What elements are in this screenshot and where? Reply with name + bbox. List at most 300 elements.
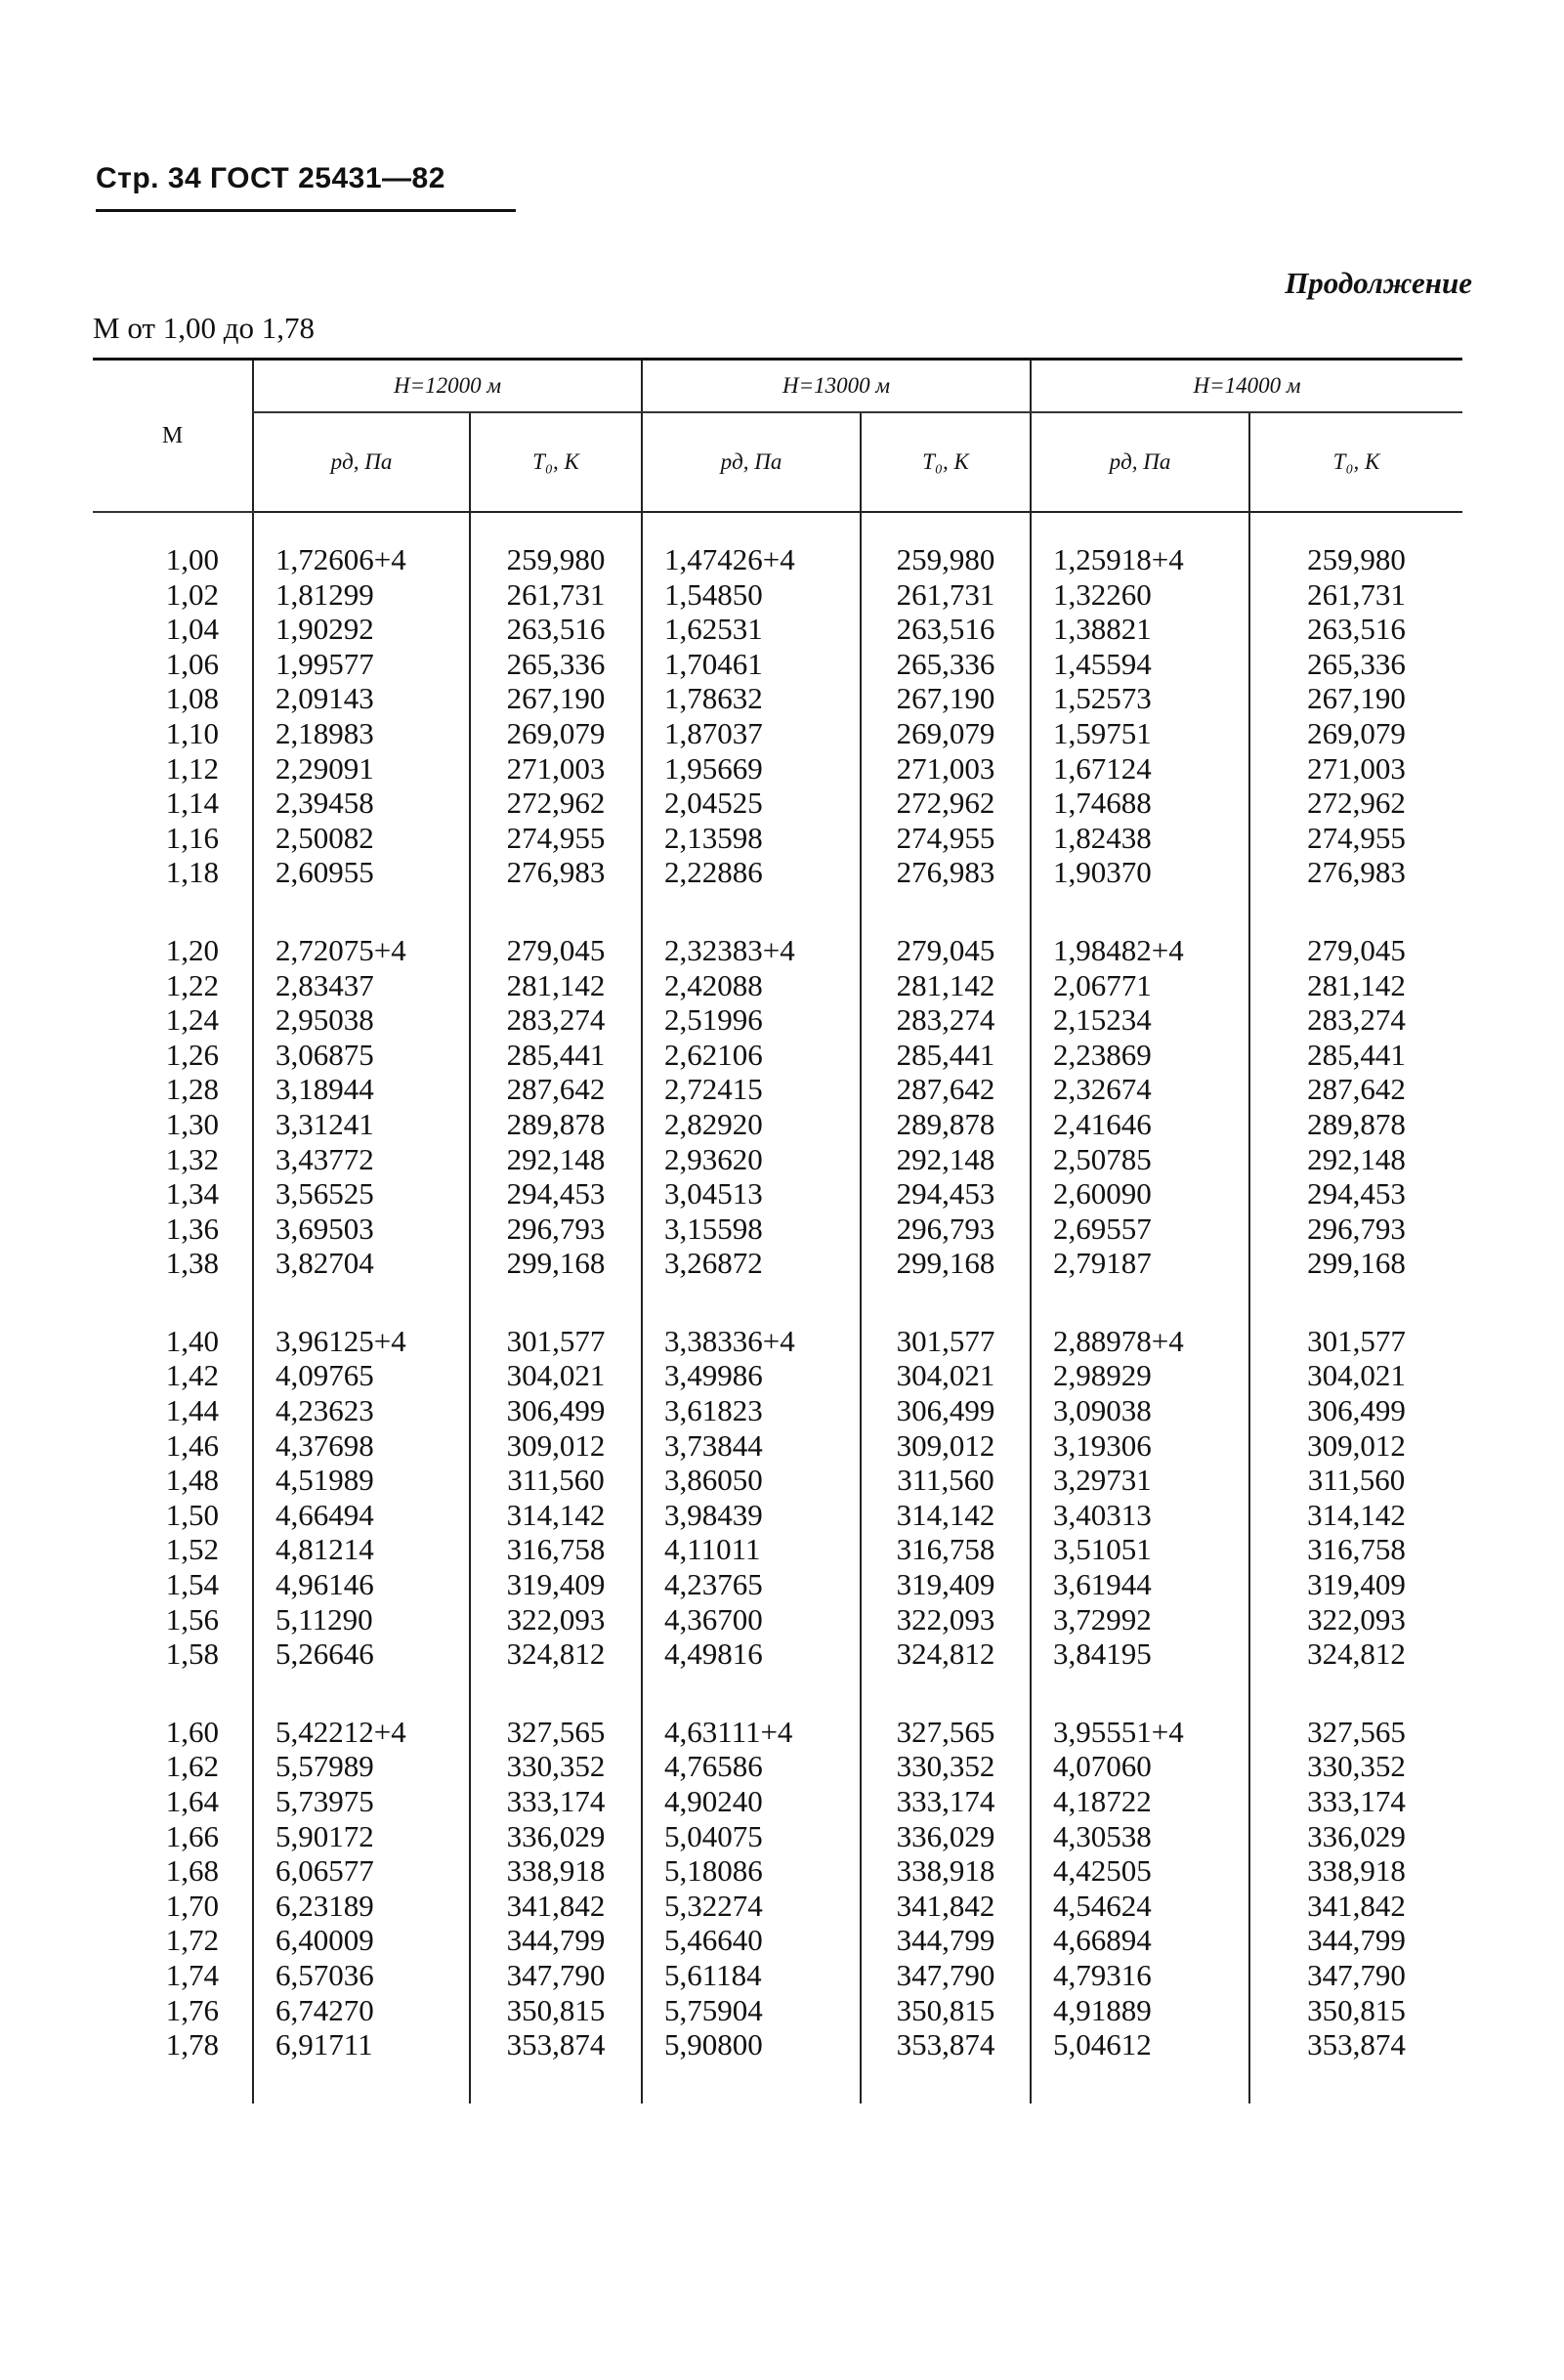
pressure-14000-cell: 4,30538	[1031, 1819, 1249, 1854]
pressure-14000-cell: 2,69557	[1031, 1211, 1249, 1247]
temperature-14000-cell: 263,516	[1249, 612, 1462, 647]
pressure-13000-cell: 1,87037	[642, 716, 861, 751]
table-row	[93, 1246, 1462, 1281]
temperature-12000-cell: 353,874	[470, 2027, 642, 2062]
data-table	[93, 358, 1462, 2104]
pressure-12000-cell: 2,29091	[253, 751, 470, 786]
temperature-12000-cell: 299,168	[470, 1246, 642, 1281]
mach-cell: 1,76	[165, 1992, 219, 2027]
spacer-cell	[861, 890, 1031, 933]
spacer-cell	[1249, 2062, 1462, 2104]
table-row	[93, 1428, 1462, 1464]
pressure-14000-cell: 2,15234	[1031, 1002, 1249, 1038]
pressure-12000-cell: 5,42212+4	[253, 1715, 470, 1750]
pressure-header-14000: pд, Па	[1031, 412, 1249, 512]
mach-cell: 1,78	[165, 2027, 219, 2062]
temperature-13000-cell: 299,168	[861, 1246, 1031, 1281]
group-spacer	[93, 1672, 1462, 1715]
temperature-13000-cell: 327,565	[861, 1715, 1031, 1750]
pressure-13000-cell: 2,51996	[642, 1002, 861, 1038]
temperature-14000-cell: 292,148	[1249, 1142, 1462, 1177]
temperature-13000-cell: 267,190	[861, 681, 1031, 716]
pressure-12000-cell: 4,37698	[253, 1428, 470, 1464]
pressure-12000-cell: 6,57036	[253, 1958, 470, 1993]
pressure-14000-cell: 1,38821	[1031, 612, 1249, 647]
temperature-14000-cell: 267,190	[1249, 681, 1462, 716]
pressure-13000-cell: 3,86050	[642, 1463, 861, 1498]
mach-cell: 1,10	[165, 715, 219, 750]
spacer-cell	[253, 2062, 470, 2104]
table-row	[93, 1532, 1462, 1567]
pressure-12000-cell: 2,50082	[253, 821, 470, 856]
temperature-13000-cell: 259,980	[861, 542, 1031, 577]
pressure-13000-cell: 4,36700	[642, 1602, 861, 1637]
pressure-13000-cell: 2,13598	[642, 821, 861, 856]
pressure-header-13000: pд, Па	[642, 412, 861, 512]
table-row	[93, 1463, 1462, 1498]
spacer-cell	[1031, 1672, 1249, 1715]
temperature-13000-cell: 287,642	[861, 1072, 1031, 1107]
pressure-12000-cell: 2,60955	[253, 855, 470, 890]
temperature-12000-cell: 338,918	[470, 1853, 642, 1889]
spacer-cell	[861, 512, 1031, 542]
temperature-header-13000: T₀, K	[861, 412, 1031, 512]
mach-cell: 1,02	[165, 576, 219, 612]
pressure-14000-cell: 2,98929	[1031, 1358, 1249, 1393]
pressure-12000-cell: 5,73975	[253, 1784, 470, 1819]
spacer-cell	[1031, 1281, 1249, 1324]
spacer-cell	[1249, 1281, 1462, 1324]
pressure-14000-cell: 4,07060	[1031, 1749, 1249, 1784]
pressure-14000-cell: 1,90370	[1031, 855, 1249, 890]
pressure-14000-cell: 1,59751	[1031, 716, 1249, 751]
pressure-12000-cell: 1,90292	[253, 612, 470, 647]
m-column-header: М	[93, 360, 253, 513]
spacer-cell	[1249, 1672, 1462, 1715]
pressure-header-12000: pд, Па	[253, 412, 470, 512]
temperature-13000-cell: 350,815	[861, 1993, 1031, 2028]
mach-cell: 1,30	[165, 1106, 219, 1141]
pressure-14000-cell: 1,82438	[1031, 821, 1249, 856]
temperature-14000-cell: 285,441	[1249, 1038, 1462, 1073]
temperature-12000-cell: 314,142	[470, 1498, 642, 1533]
pressure-12000-cell: 5,11290	[253, 1602, 470, 1637]
temperature-12000-cell: 287,642	[470, 1072, 642, 1107]
mach-cell: 1,26	[165, 1037, 219, 1072]
pressure-13000-cell: 4,11011	[642, 1532, 861, 1567]
temperature-13000-cell: 319,409	[861, 1567, 1031, 1602]
table-row	[93, 1211, 1462, 1247]
page-header: Стр. 34 ГОСТ 25431—82	[96, 162, 445, 194]
group-spacer	[93, 2062, 1462, 2104]
temperature-14000-cell: 336,029	[1249, 1819, 1462, 1854]
pressure-13000-cell: 2,93620	[642, 1142, 861, 1177]
pressure-13000-cell: 5,46640	[642, 1923, 861, 1958]
table-row	[93, 1749, 1462, 1784]
mach-cell: 1,48	[165, 1463, 219, 1498]
pressure-13000-cell: 3,61823	[642, 1393, 861, 1428]
temperature-13000-cell: 322,093	[861, 1602, 1031, 1637]
temperature-13000-cell: 265,336	[861, 647, 1031, 682]
mach-cell: 1,38	[165, 1246, 219, 1281]
spacer-cell	[253, 1281, 470, 1324]
temperature-12000-cell: 261,731	[470, 577, 642, 613]
pressure-12000-cell: 5,26646	[253, 1636, 470, 1672]
altitude-header-13000: H=13000 м	[642, 360, 1031, 413]
spacer-cell	[93, 512, 253, 542]
table-row	[93, 1324, 1462, 1359]
spacer-cell	[861, 2062, 1031, 2104]
pressure-12000-cell: 6,74270	[253, 1993, 470, 2028]
pressure-13000-cell: 4,90240	[642, 1784, 861, 1819]
temperature-12000-cell: 285,441	[470, 1038, 642, 1073]
table-row	[93, 786, 1462, 821]
pressure-12000-cell: 3,18944	[253, 1072, 470, 1107]
temperature-12000-cell: 294,453	[470, 1176, 642, 1211]
spacer-cell	[861, 1281, 1031, 1324]
spacer-cell	[93, 1672, 253, 1715]
temperature-13000-cell: 296,793	[861, 1211, 1031, 1247]
pressure-12000-cell: 3,96125+4	[253, 1324, 470, 1359]
pressure-12000-cell: 3,31241	[253, 1107, 470, 1142]
spacer-cell	[642, 2062, 861, 2104]
temperature-12000-cell: 341,842	[470, 1889, 642, 1924]
mach-cell: 1,56	[165, 1601, 219, 1636]
mach-cell: 1,62	[165, 1749, 219, 1784]
temperature-12000-cell: 333,174	[470, 1784, 642, 1819]
spacer-cell	[253, 890, 470, 933]
pressure-14000-cell: 3,95551+4	[1031, 1715, 1249, 1750]
spacer-cell	[253, 1672, 470, 1715]
temperature-12000-cell: 344,799	[470, 1923, 642, 1958]
pressure-13000-cell: 1,54850	[642, 577, 861, 613]
pressure-13000-cell: 1,47426+4	[642, 542, 861, 577]
temperature-14000-cell: 324,812	[1249, 1636, 1462, 1672]
pressure-14000-cell: 3,29731	[1031, 1463, 1249, 1498]
pressure-13000-cell: 3,98439	[642, 1498, 861, 1533]
temperature-13000-cell: 261,731	[861, 577, 1031, 613]
temperature-14000-cell: 338,918	[1249, 1853, 1462, 1889]
temperature-14000-cell: 269,079	[1249, 716, 1462, 751]
table-row	[93, 1636, 1462, 1672]
pressure-13000-cell: 4,23765	[642, 1567, 861, 1602]
temperature-12000-cell: 296,793	[470, 1211, 642, 1247]
mach-cell: 1,12	[165, 750, 219, 786]
spacer-cell	[642, 1672, 861, 1715]
mach-cell: 1,34	[165, 1176, 219, 1211]
temperature-12000-cell: 283,274	[470, 1002, 642, 1038]
spacer-cell	[1249, 890, 1462, 933]
temperature-12000-cell: 274,955	[470, 821, 642, 856]
pressure-12000-cell: 1,72606+4	[253, 542, 470, 577]
temperature-13000-cell: 285,441	[861, 1038, 1031, 1073]
table-row	[93, 1853, 1462, 1889]
table-row	[93, 1498, 1462, 1533]
table-row	[93, 647, 1462, 682]
mach-cell: 1,24	[165, 1002, 219, 1038]
table-row	[93, 1002, 1462, 1038]
pressure-14000-cell: 3,72992	[1031, 1602, 1249, 1637]
temperature-header-14000: T₀, K	[1249, 412, 1462, 512]
pressure-13000-cell: 4,49816	[642, 1636, 861, 1672]
temperature-12000-cell: 327,565	[470, 1715, 642, 1750]
pressure-14000-cell: 2,79187	[1031, 1246, 1249, 1281]
temperature-14000-cell: 289,878	[1249, 1107, 1462, 1142]
pressure-14000-cell: 1,45594	[1031, 647, 1249, 682]
temperature-12000-cell: 306,499	[470, 1393, 642, 1428]
pressure-14000-cell: 2,50785	[1031, 1142, 1249, 1177]
pressure-13000-cell: 1,70461	[642, 647, 861, 682]
temperature-13000-cell: 271,003	[861, 751, 1031, 786]
spacer-cell	[1031, 890, 1249, 933]
table-row	[93, 2027, 1462, 2062]
mach-cell: 1,70	[165, 1888, 219, 1923]
pressure-12000-cell: 3,56525	[253, 1176, 470, 1211]
temperature-14000-cell: 322,093	[1249, 1602, 1462, 1637]
temperature-12000-cell: 265,336	[470, 647, 642, 682]
spacer-cell	[93, 890, 253, 933]
pressure-14000-cell: 3,40313	[1031, 1498, 1249, 1533]
pressure-14000-cell: 4,66894	[1031, 1923, 1249, 1958]
pressure-13000-cell: 5,75904	[642, 1993, 861, 2028]
table-row	[93, 612, 1462, 647]
table-row	[93, 1715, 1462, 1750]
pressure-14000-cell: 2,41646	[1031, 1107, 1249, 1142]
mach-cell: 1,50	[165, 1497, 219, 1532]
temperature-14000-cell: 261,731	[1249, 577, 1462, 613]
pressure-14000-cell: 2,88978+4	[1031, 1324, 1249, 1359]
pressure-14000-cell: 1,32260	[1031, 577, 1249, 613]
table-row	[93, 1038, 1462, 1073]
temperature-12000-cell: 292,148	[470, 1142, 642, 1177]
temperature-13000-cell: 263,516	[861, 612, 1031, 647]
pressure-13000-cell: 2,22886	[642, 855, 861, 890]
temperature-14000-cell: 287,642	[1249, 1072, 1462, 1107]
temperature-14000-cell: 279,045	[1249, 933, 1462, 968]
table-row	[93, 1567, 1462, 1602]
temperature-12000-cell: 347,790	[470, 1958, 642, 1993]
pressure-12000-cell: 2,39458	[253, 786, 470, 821]
pressure-14000-cell: 5,04612	[1031, 2027, 1249, 2062]
temperature-14000-cell: 296,793	[1249, 1211, 1462, 1247]
mach-cell: 1,14	[165, 786, 219, 821]
mach-cell: 1,06	[165, 646, 219, 681]
mach-cell: 1,66	[165, 1818, 219, 1853]
group-spacer	[93, 890, 1462, 933]
pressure-12000-cell: 6,06577	[253, 1853, 470, 1889]
pressure-14000-cell: 2,32674	[1031, 1072, 1249, 1107]
pressure-12000-cell: 2,83437	[253, 968, 470, 1003]
pressure-12000-cell: 4,96146	[253, 1567, 470, 1602]
mach-cell: 1,04	[165, 612, 219, 647]
table-row	[93, 577, 1462, 613]
range-caption: М от 1,00 до 1,78	[93, 311, 315, 345]
temperature-14000-cell: 314,142	[1249, 1498, 1462, 1533]
temperature-13000-cell: 324,812	[861, 1636, 1031, 1672]
pressure-14000-cell: 2,23869	[1031, 1038, 1249, 1073]
temperature-13000-cell: 294,453	[861, 1176, 1031, 1211]
pressure-13000-cell: 1,78632	[642, 681, 861, 716]
temperature-13000-cell: 333,174	[861, 1784, 1031, 1819]
temperature-13000-cell: 338,918	[861, 1853, 1031, 1889]
temperature-12000-cell: 319,409	[470, 1567, 642, 1602]
temperature-13000-cell: 289,878	[861, 1107, 1031, 1142]
pressure-12000-cell: 6,23189	[253, 1889, 470, 1924]
spacer-cell	[1249, 512, 1462, 542]
temperature-12000-cell: 271,003	[470, 751, 642, 786]
continuation-label: Продолжение	[1285, 266, 1472, 300]
table-row	[93, 681, 1462, 716]
pressure-13000-cell: 3,26872	[642, 1246, 861, 1281]
pressure-12000-cell: 2,18983	[253, 716, 470, 751]
temperature-12000-cell: 309,012	[470, 1428, 642, 1464]
temperature-13000-cell: 311,560	[861, 1463, 1031, 1498]
data-table-wrapper	[93, 358, 1462, 2104]
pressure-14000-cell: 4,54624	[1031, 1889, 1249, 1924]
temperature-13000-cell: 347,790	[861, 1958, 1031, 1993]
pressure-14000-cell: 3,61944	[1031, 1567, 1249, 1602]
temperature-14000-cell: 281,142	[1249, 968, 1462, 1003]
temperature-14000-cell: 259,980	[1249, 542, 1462, 577]
pressure-13000-cell: 1,62531	[642, 612, 861, 647]
temperature-12000-cell: 289,878	[470, 1107, 642, 1142]
temperature-14000-cell: 319,409	[1249, 1567, 1462, 1602]
temperature-14000-cell: 265,336	[1249, 647, 1462, 682]
temperature-13000-cell: 292,148	[861, 1142, 1031, 1177]
pressure-14000-cell: 4,79316	[1031, 1958, 1249, 1993]
mach-cell: 1,64	[165, 1784, 219, 1818]
pressure-13000-cell: 5,18086	[642, 1853, 861, 1889]
temperature-14000-cell: 301,577	[1249, 1324, 1462, 1359]
header-rule	[96, 209, 516, 212]
pressure-14000-cell: 1,25918+4	[1031, 542, 1249, 577]
pressure-12000-cell: 1,99577	[253, 647, 470, 682]
pressure-14000-cell: 3,84195	[1031, 1636, 1249, 1672]
temperature-12000-cell: 301,577	[470, 1324, 642, 1359]
temperature-13000-cell: 336,029	[861, 1819, 1031, 1854]
table-row	[93, 1176, 1462, 1211]
pressure-13000-cell: 5,04075	[642, 1819, 861, 1854]
pressure-13000-cell: 2,32383+4	[642, 933, 861, 968]
temperature-13000-cell: 330,352	[861, 1749, 1031, 1784]
table-row	[93, 1393, 1462, 1428]
mach-cell: 1,36	[165, 1211, 219, 1246]
temperature-13000-cell: 341,842	[861, 1889, 1031, 1924]
mach-cell: 1,32	[165, 1141, 219, 1176]
spacer-cell	[642, 890, 861, 933]
table-row	[93, 542, 1462, 577]
temperature-13000-cell: 301,577	[861, 1324, 1031, 1359]
pressure-14000-cell: 3,09038	[1031, 1393, 1249, 1428]
temperature-13000-cell: 279,045	[861, 933, 1031, 968]
pressure-13000-cell: 3,04513	[642, 1176, 861, 1211]
pressure-13000-cell: 2,42088	[642, 968, 861, 1003]
temperature-12000-cell: 281,142	[470, 968, 642, 1003]
pressure-14000-cell: 4,18722	[1031, 1784, 1249, 1819]
spacer-cell	[642, 1281, 861, 1324]
spacer-cell	[642, 512, 861, 542]
pressure-12000-cell: 4,66494	[253, 1498, 470, 1533]
mach-cell: 1,72	[165, 1923, 219, 1958]
temperature-12000-cell: 272,962	[470, 786, 642, 821]
mach-cell: 1,20	[165, 932, 219, 967]
pressure-12000-cell: 6,91711	[253, 2027, 470, 2062]
table-row	[93, 1602, 1462, 1637]
pressure-13000-cell: 2,62106	[642, 1038, 861, 1073]
temperature-13000-cell: 309,012	[861, 1428, 1031, 1464]
pressure-12000-cell: 4,23623	[253, 1393, 470, 1428]
temperature-14000-cell: 330,352	[1249, 1749, 1462, 1784]
temperature-14000-cell: 333,174	[1249, 1784, 1462, 1819]
table-body	[93, 512, 1462, 2104]
temperature-14000-cell: 272,962	[1249, 786, 1462, 821]
spacer-cell	[470, 2062, 642, 2104]
temperature-14000-cell: 327,565	[1249, 1715, 1462, 1750]
pressure-13000-cell: 2,82920	[642, 1107, 861, 1142]
table-row	[93, 1072, 1462, 1107]
temperature-12000-cell: 316,758	[470, 1532, 642, 1567]
mach-cell: 1,44	[165, 1393, 219, 1428]
temperature-14000-cell: 347,790	[1249, 1958, 1462, 1993]
spacer-cell	[470, 1281, 642, 1324]
mach-cell: 1,68	[165, 1853, 219, 1889]
pressure-14000-cell: 1,74688	[1031, 786, 1249, 821]
pressure-12000-cell: 4,09765	[253, 1358, 470, 1393]
mach-cell: 1,16	[165, 820, 219, 855]
pressure-12000-cell: 2,09143	[253, 681, 470, 716]
mach-cell: 1,58	[165, 1636, 219, 1672]
temperature-14000-cell: 299,168	[1249, 1246, 1462, 1281]
spacer-cell	[253, 512, 470, 542]
table-row	[93, 1993, 1462, 2028]
temperature-14000-cell: 274,955	[1249, 821, 1462, 856]
temperature-14000-cell: 350,815	[1249, 1993, 1462, 2028]
spacer-cell	[1031, 2062, 1249, 2104]
pressure-14000-cell: 3,51051	[1031, 1532, 1249, 1567]
table-row	[93, 1819, 1462, 1854]
spacer-cell	[861, 1672, 1031, 1715]
pressure-14000-cell: 1,67124	[1031, 751, 1249, 786]
spacer-cell	[470, 512, 642, 542]
pressure-12000-cell: 4,81214	[253, 1532, 470, 1567]
pressure-13000-cell: 3,38336+4	[642, 1324, 861, 1359]
pressure-13000-cell: 4,76586	[642, 1749, 861, 1784]
pressure-12000-cell: 1,81299	[253, 577, 470, 613]
pressure-14000-cell: 1,98482+4	[1031, 933, 1249, 968]
temperature-14000-cell: 316,758	[1249, 1532, 1462, 1567]
temperature-13000-cell: 276,983	[861, 855, 1031, 890]
table-row	[93, 716, 1462, 751]
spacer-cell	[93, 2062, 253, 2104]
pressure-12000-cell: 3,69503	[253, 1211, 470, 1247]
temperature-12000-cell: 311,560	[470, 1463, 642, 1498]
group-spacer	[93, 512, 1462, 542]
temperature-13000-cell: 269,079	[861, 716, 1031, 751]
mach-cell: 1,42	[165, 1358, 219, 1393]
table-row	[93, 1889, 1462, 1924]
mach-cell: 1,08	[165, 681, 219, 716]
altitude-header-14000: H=14000 м	[1031, 360, 1462, 413]
temperature-12000-cell: 267,190	[470, 681, 642, 716]
temperature-14000-cell: 304,021	[1249, 1358, 1462, 1393]
pressure-12000-cell: 3,43772	[253, 1142, 470, 1177]
table-row	[93, 1958, 1462, 1993]
pressure-12000-cell: 5,90172	[253, 1819, 470, 1854]
temperature-13000-cell: 281,142	[861, 968, 1031, 1003]
pressure-14000-cell: 4,91889	[1031, 1993, 1249, 2028]
temperature-12000-cell: 259,980	[470, 542, 642, 577]
temperature-14000-cell: 311,560	[1249, 1463, 1462, 1498]
